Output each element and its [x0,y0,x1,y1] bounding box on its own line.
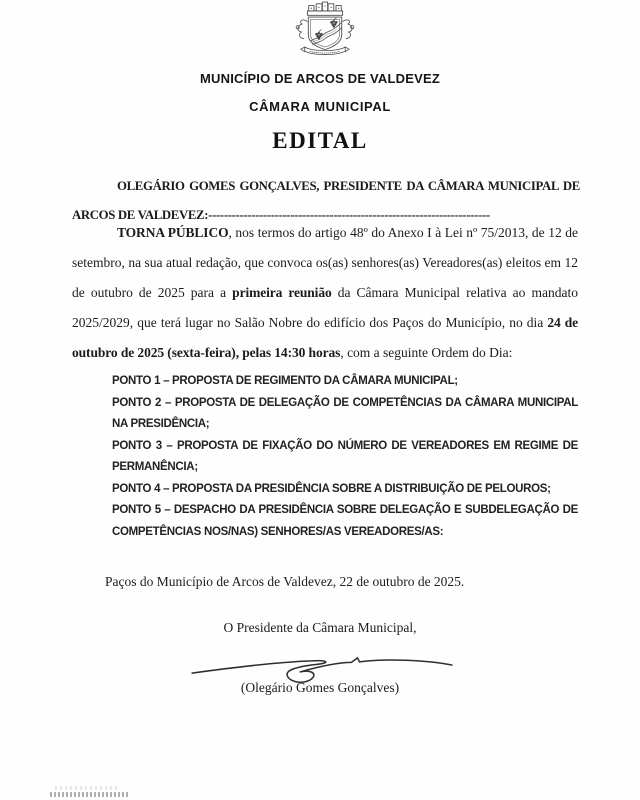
signer-name: (Olegário Gomes Gonçalves) [240,680,400,695]
agenda-item-2: PONTO 2 – PROPOSTA DE DELEGAÇÃO DE COMPETÊNCIAS DA CÂMARA MUNICIPAL NA PRESIDÊNCIA; [112,396,578,430]
agenda-item-1: PONTO 1 – PROPOSTA DE REGIMENTO DA CÂMARA MUNICIPAL; [112,375,458,387]
body-lead-bold: TORNA PÚBLICO [117,225,229,240]
scan-artifact-footer-smudge [55,786,117,790]
body-text: , nos termos do artigo 48º do Anexo I à Lei nº 75/2013, de 12 de setembro, na sua atual redação, que convoca os(as) senhores(as) Vereadores(as) eleitos em 12 de outubro de 2025 para a [72,225,578,300]
body-text: , com a seguinte Ordem do Dia: [340,345,513,360]
meeting-date-bold: 24 de outubro de 2025 (sexta-feira), pelas 14:30 horas [72,315,578,360]
dash-filler: ------------------------------------------------------------------------ [208,208,490,222]
agenda-item-5: PONTO 5 – DESPACHO DA PRESIDÊNCIA SOBRE DELEGAÇÃO E SUBDELEGAÇÃO DE COMPETÊNCIAS NOS/NAS) SENHORES/AS VEREADORES/AS: [112,504,578,538]
municipal-coat-of-arms-icon [281,0,369,57]
department-name: CÂMARA MUNICIPAL [249,99,391,114]
place-date-line: Paços do Município de Arcos de Valdevez, 22 de outubro de 2025. [105,574,465,589]
document-title: EDITAL [272,128,368,153]
agenda-list [112,371,578,543]
agenda-item-3: PONTO 3 – PROPOSTA DE FIXAÇÃO DO NÚMERO DE VEREADORES EM REGIME DE PERMANÊNCIA; [112,439,578,473]
agenda-item-4: PONTO 4 – PROPOSTA DA PRESIDÊNCIA SOBRE A DISTRIBUIÇÃO DE PELOUROS; [112,482,551,495]
body-text: da Câmara Municipal relativa ao mandato 2025/2029, que terá lugar no Salão Nobre do edifício dos Paços do Município, no dia [72,285,578,330]
first-meeting-bold: primeira reunião [232,285,332,300]
body-paragraph [72,218,578,368]
scan-artifact-footer-text [50,792,128,797]
presenter-name-line: OLEGÁRIO GOMES GONÇALVES, PRESIDENTE DA CÂMARA MUNICIPAL DE ARCOS DE VALDEVEZ: [72,179,580,222]
signer-title: O Presidente da Câmara Municipal, [223,620,417,635]
municipality-name: MUNICÍPIO DE ARCOS DE VALDEVEZ [199,71,441,86]
